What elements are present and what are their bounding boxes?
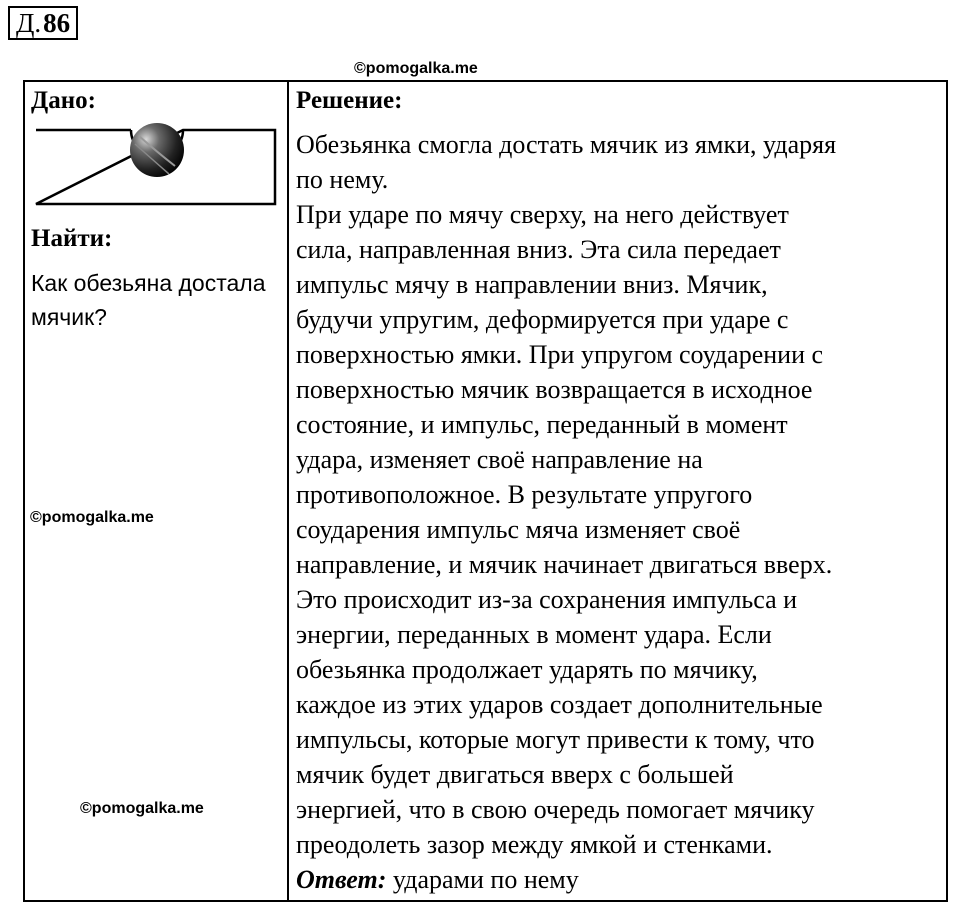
solution-line: по нему.	[296, 165, 389, 194]
given-heading: Дано:	[31, 87, 96, 114]
ball-in-pit-icon	[35, 122, 277, 206]
answer-line	[296, 862, 936, 897]
answer-label: Ответ:	[296, 865, 387, 894]
solution-line: При ударе по мячу сверху, на него действует	[296, 200, 789, 229]
problem-table	[23, 80, 948, 902]
solution-line: противоположное. В результате упругого	[296, 480, 753, 509]
solution-text	[296, 127, 936, 897]
solution-line: импульс мячу в направлении вниз. Мячик,	[296, 270, 768, 299]
find-question: Как обезьяна достала мячик?	[31, 270, 266, 330]
watermark-top: ©pomogalka.me	[354, 60, 478, 77]
solution-line: направление, и мячик начинает двигаться вверх.	[296, 550, 833, 579]
solution-line: каждое из этих ударов создает дополнительные	[296, 690, 823, 719]
find-heading: Найти:	[31, 225, 113, 252]
solution-line: удара, изменяет своё направление на	[296, 445, 703, 474]
solution-line: будучи упругим, деформируется при ударе с	[296, 305, 789, 334]
answer-text: ударами по нему	[392, 865, 579, 894]
task-number-box	[8, 6, 78, 40]
solution-column	[288, 81, 947, 901]
watermark-left-middle: ©pomogalka.me	[30, 509, 154, 526]
solution-line: состояние, и импульс, переданный в момент	[296, 410, 788, 439]
solution-line: сила, направленная вниз. Эта сила передает	[296, 235, 781, 264]
given-column	[24, 81, 288, 901]
task-number: 86	[43, 8, 71, 38]
solution-line: преодолеть зазор между ямкой и стенками.	[296, 830, 773, 859]
solution-line: энергии, переданных в момент удара. Если	[296, 620, 772, 649]
solution-line: Это происходит из-за сохранения импульса и	[296, 585, 798, 614]
solution-line: Обезьянка смогла достать мячик из ямки, ударяя	[296, 130, 837, 159]
solution-line: энергией, что в свою очередь помогает мячику	[296, 795, 815, 824]
solution-line: импульсы, которые могут привести к тому, что	[296, 725, 815, 754]
solution-line: поверхностью ямки. При упругом соударении с	[296, 340, 824, 369]
solution-line: мячик будет двигаться вверх с большей	[296, 760, 734, 789]
solution-line: обезьянка продолжает ударять по мячику,	[296, 655, 758, 684]
solution-heading: Решение:	[296, 87, 403, 114]
task-prefix: Д.	[16, 8, 42, 38]
solution-line: соударения импульс мяча изменяет своё	[296, 515, 741, 544]
watermark-left-bottom: ©pomogalka.me	[80, 800, 204, 817]
solution-line: поверхностью мячик возвращается в исходное	[296, 375, 813, 404]
